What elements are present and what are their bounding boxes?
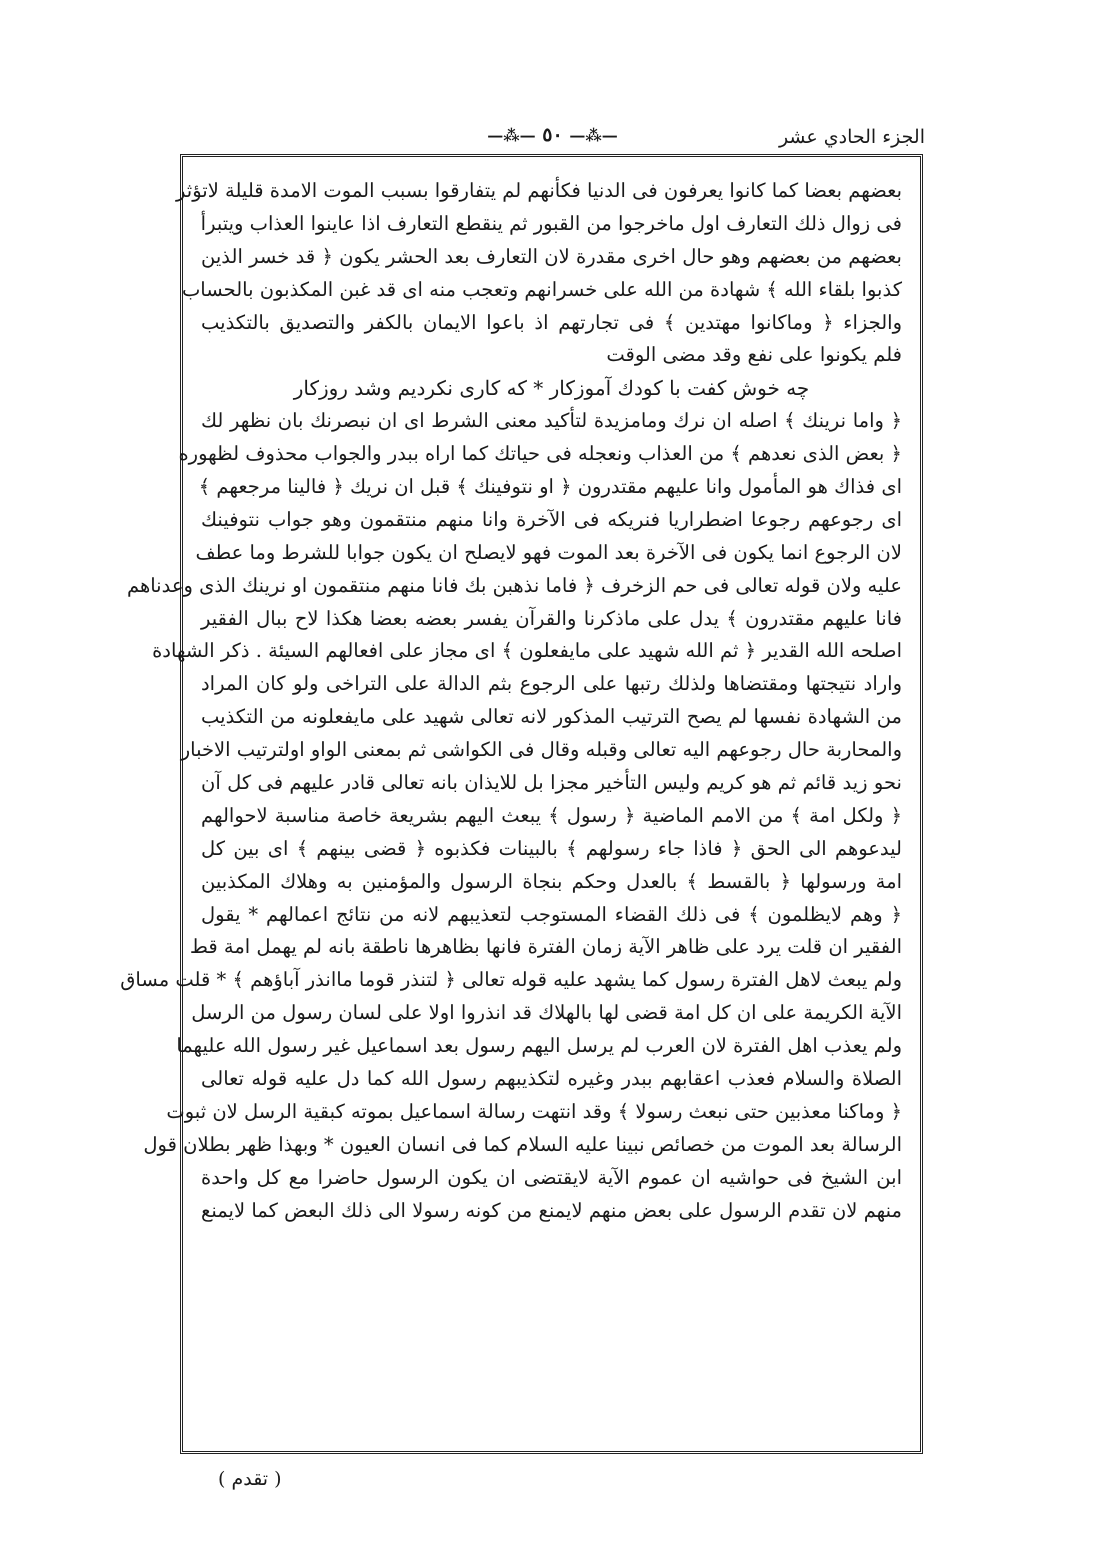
text-line: ﴿ وماكنا معذبين حتى نبعث رسولا ﴾ وقد انتهت رسالة اسماعيل بموته كبقية الرسل لان ثبوت [166,1099,902,1123]
text-line: ولم يعذب اهل الفترة لان العرب لم يرسل اليهم رسول بعد اسماعيل غير رسول الله عليهما [176,1034,902,1058]
text-line: اى فذاك هو المأمول وانا عليهم مقتدرون ﴿ او نتوفينك ﴾ قبل ان نريك ﴿ فالينا مرجعهم ﴾ [198,475,902,499]
text-line: اى رجوعهم رجوعا اضطراريا فنريكه فى الآخرة وانا منهم منتقمون وهو جواب نتوفينك [201,507,902,531]
running-head: الجزء الحادي عشر [778,126,925,148]
text-line: فلم يكونوا على نفع وقد مضى الوقت [606,343,902,367]
text-line: منهم لان تقدم الرسول على بعض منهم لايمنع من كونه رسولا الى ذلك البعض كما لايمنع [201,1198,902,1222]
page-header [180,124,925,156]
text-line: الفقير ان قلت يرد على ظاهر الآية زمان الفترة فانها بظاهرها ناطقة بانه لم يهمل امة قط [189,935,902,959]
text-line: لان الرجوع انما يكون فى الآخرة بعد الموت فهو لايصلح ان يكون جوابا للشرط وما عطف [195,540,902,564]
text-line: ﴿ ولكل امة ﴾ من الامم الماضية ﴿ رسول ﴾ يبعث اليهم بشريعة خاصة مناسبة لاحوالهم [201,803,902,827]
text-line: والجزاء ﴿ وماكانوا مهتدين ﴾ فى تجارتهم اذ باعوا الايمان بالكفر والتصديق بالتكذيب [201,310,902,334]
text-line: بعضهم من بعضهم وهو حال اخرى مقدرة لان التعارف بعد الحشر يكون ﴿ قد خسر الذين [201,244,902,268]
text-line: ليدعوهم الى الحق ﴿ فاذا جاء رسولهم ﴾ بالبينات فكذبوه ﴿ قضى بينهم ﴾ اى بين كل [201,836,902,860]
text-line: اصلحه الله القدير ﴿ ثم الله شهيد على مايفعلون ﴾ اى مجاز على افعالهم السيئة . ذكر الشهادة [152,639,902,663]
text-line: من الشهادة نفسها لم يصح الترتيب المذكور لانه تعالى شهيد على مايفعلونه من التكذيب [201,705,902,729]
text-frame [120,154,923,1454]
text-line: الآية الكريمة على ان كل امة قضى لها بالهلاك قد انذروا اولا على لسان رسول من الرسل [191,1001,902,1025]
text-body [120,175,902,1228]
text-line: ﴿ واما نرينك ﴾ اصله ان نرك ومامزيدة لتأكيد معنى الشرط اى ان نبصرنك بان نظهر لك [201,409,902,433]
persian-verse: چه خوش كفت با كودك آموزكار * كه كارى نكرديم وشد روزكار [293,376,810,401]
text-line: ﴿ بعض الذى نعدهم ﴾ من العذاب ونعجله فى حياتك كما اراه ببدر والجواب محذوف لظهوره [178,442,902,466]
text-line: واراد نتيجتها ومقتضاها ولذلك رتبها على الرجوع بثم الدالة على التراخى ولو كان المراد [201,672,902,696]
catchword: ( تقدم ) [218,1468,282,1490]
text-line: والمحاربة حال رجوعهم اليه تعالى وقبله وقال فى الكواشى ثم بمعنى الواو اولترتيب الاخبار [180,738,902,762]
text-line: الرسالة بعد الموت من خصائص نبينا عليه السلام كما فى انسان العيون * وبهذا ظهر بطلان قول [143,1132,902,1156]
text-line: امة ورسولها ﴿ بالقسط ﴾ بالعدل وحكم بنجاة الرسول والمؤمنين به وهلاك المكذبين [201,869,902,893]
page-number: ٥٠ [542,124,563,146]
text-line: نحو زيد قائم ثم هو كريم وليس التأخير مجزا بل للايذان بانه تعالى قادر عليهم فى كل آن [201,771,902,795]
page-number-block [487,124,617,146]
ornament-right: —⁂— [569,126,618,145]
text-line: ﴿ وهم لايظلمون ﴾ فى ذلك القضاء المستوجب لتعذيبهم لانه من نتائج اعمالهم * يقول [201,902,902,926]
text-line: فانا عليهم مقتدرون ﴾ يدل على ماذكرنا والقرآن يفسر بعضه بعضا هكذا لاح ببال الفقير [201,606,902,630]
text-line: ابن الشيخ فى حواشيه ان عموم الآية لايقتضى ان يكون الرسول حاضرا مع كل واحدة [201,1165,902,1189]
text-line: كذبوا بلقاء الله ﴾ شهادة من الله على خسرانهم وتعجب منه اى قد غبن المكذبون بالحساب [181,277,902,301]
text-line: الصلاة والسلام فعذب اعقابهم ببدر وغيره لتكذيبهم رسول الله كما دل عليه قوله تعالى [201,1067,902,1091]
text-line: فى زوال ذلك التعارف اول ماخرجوا من القبور ثم ينقطع التعارف اذا عاينوا العذاب ويتبرأ [200,211,902,235]
ornament-left: —⁂— [487,126,536,145]
text-line: ولم يبعث لاهل الفترة رسول كما يشهد عليه قوله تعالى ﴿ لتنذر قوما ماانذر آباؤهم ﴾ * قلت مساق [120,968,902,992]
text-line: بعضهم بعضا كما كانوا يعرفون فى الدنيا فكأنهم لم يتفارقوا بسبب الموت الامدة قليلة لاتؤثر [176,179,902,202]
text-line: عليه ولان قوله تعالى فى حم الزخرف ﴿ فاما نذهبن بك فانا منهم منتقمون او نرينك الذى وعدناهم [126,573,902,597]
